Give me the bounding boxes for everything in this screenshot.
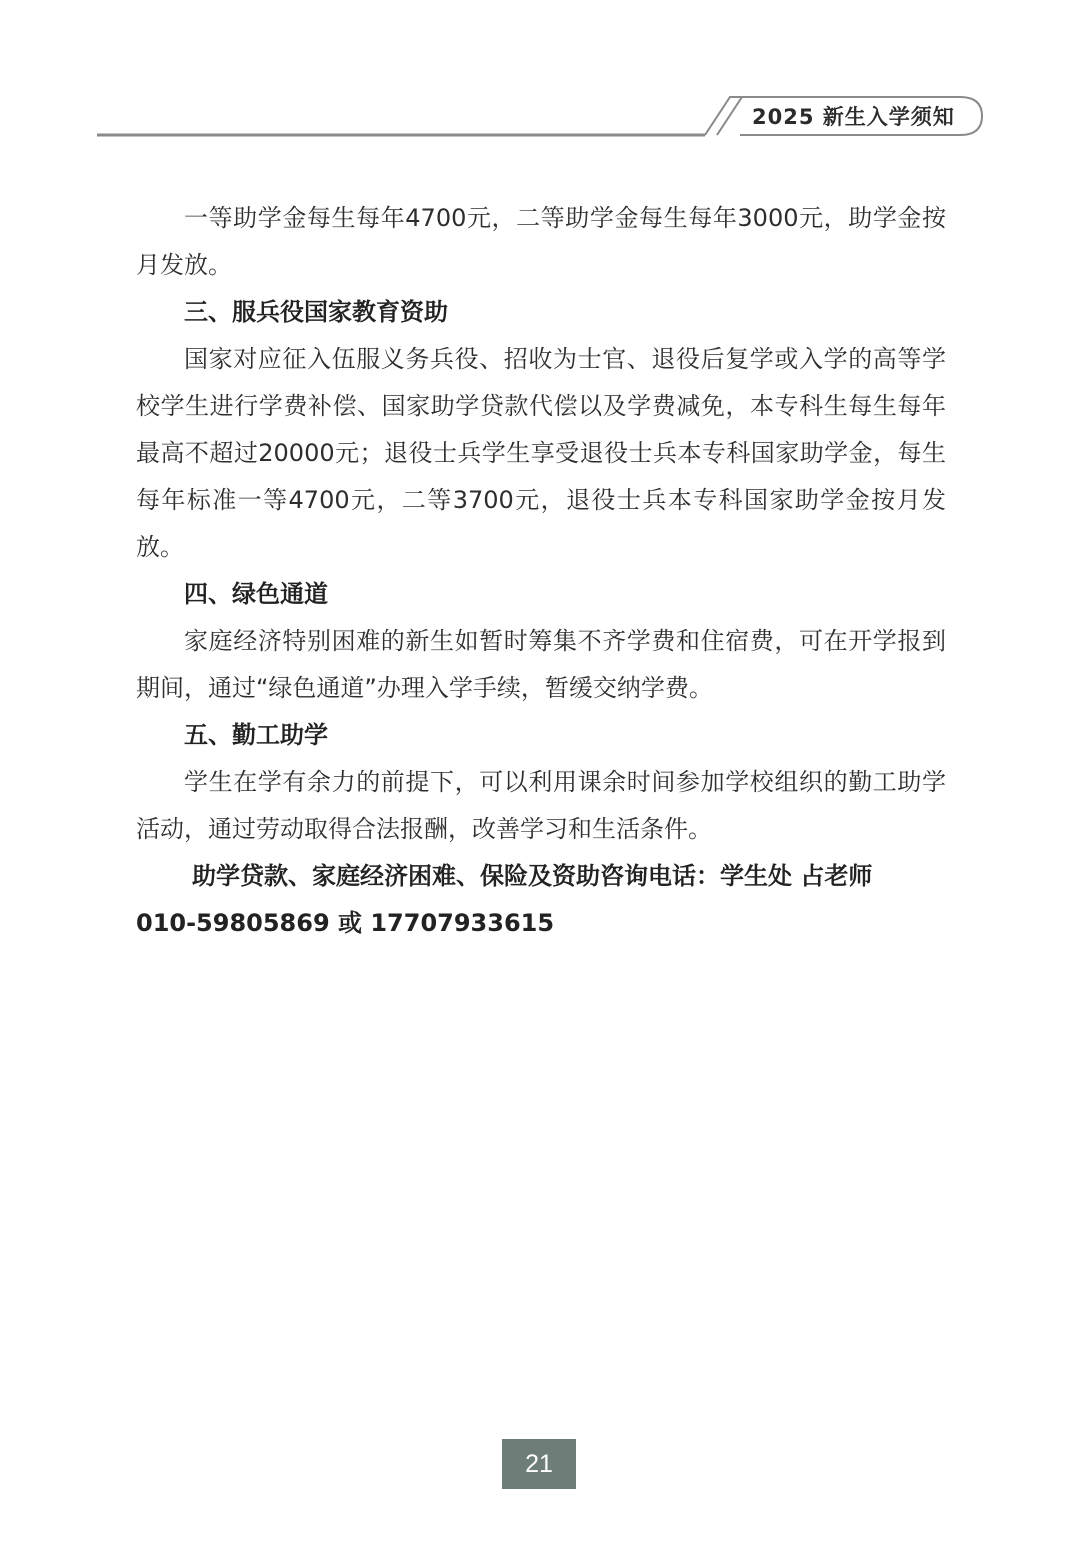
section-heading-green-channel: 四、绿色通道 (184, 580, 328, 608)
paragraph-work-study: 学生在学有余力的前提下，可以利用课余时间参加学校组织的勤工助学活动，通过劳动取得合法报酬，改善学习和生活条件。 (136, 768, 946, 843)
main-content (136, 195, 946, 947)
header-rule-graphic (0, 0, 1080, 160)
paragraph-military-aid: 国家对应征入伍服义务兵役、招收为士官、退役后复学或入学的高等学校学生进行学费补偿、国家助学贷款代偿以及学费减免，本专科生每生每年最高不超过20000元；退役士兵学生享受退役士兵本专科国家助学金，每生每年标准一等4700元，二等3700元，退役士兵本专科国家助学金按月发放。 (136, 345, 946, 561)
section-heading-work-study: 五、勤工助学 (184, 721, 328, 749)
section-heading-military: 三、服兵役国家教育资助 (184, 298, 448, 326)
header-title: 2025 新生入学须知 (752, 105, 955, 129)
contact-line-1: 助学贷款、家庭经济困难、保险及资助咨询电话：学生处 占老师 (192, 862, 873, 890)
page-number-badge: 21 (502, 1439, 576, 1489)
page-header (0, 0, 1080, 160)
contact-line-2: 010-59805869 或 17707933615 (136, 909, 555, 937)
paragraph-green-channel: 家庭经济特别困难的新生如暂时筹集不齐学费和住宿费，可在开学报到期间，通过“绿色通道”办理入学手续，暂缓交纳学费。 (136, 627, 946, 702)
contact-info (136, 853, 946, 947)
paragraph-grant-amounts: 一等助学金每生每年4700元，二等助学金每生每年3000元，助学金按月发放。 (136, 204, 946, 279)
